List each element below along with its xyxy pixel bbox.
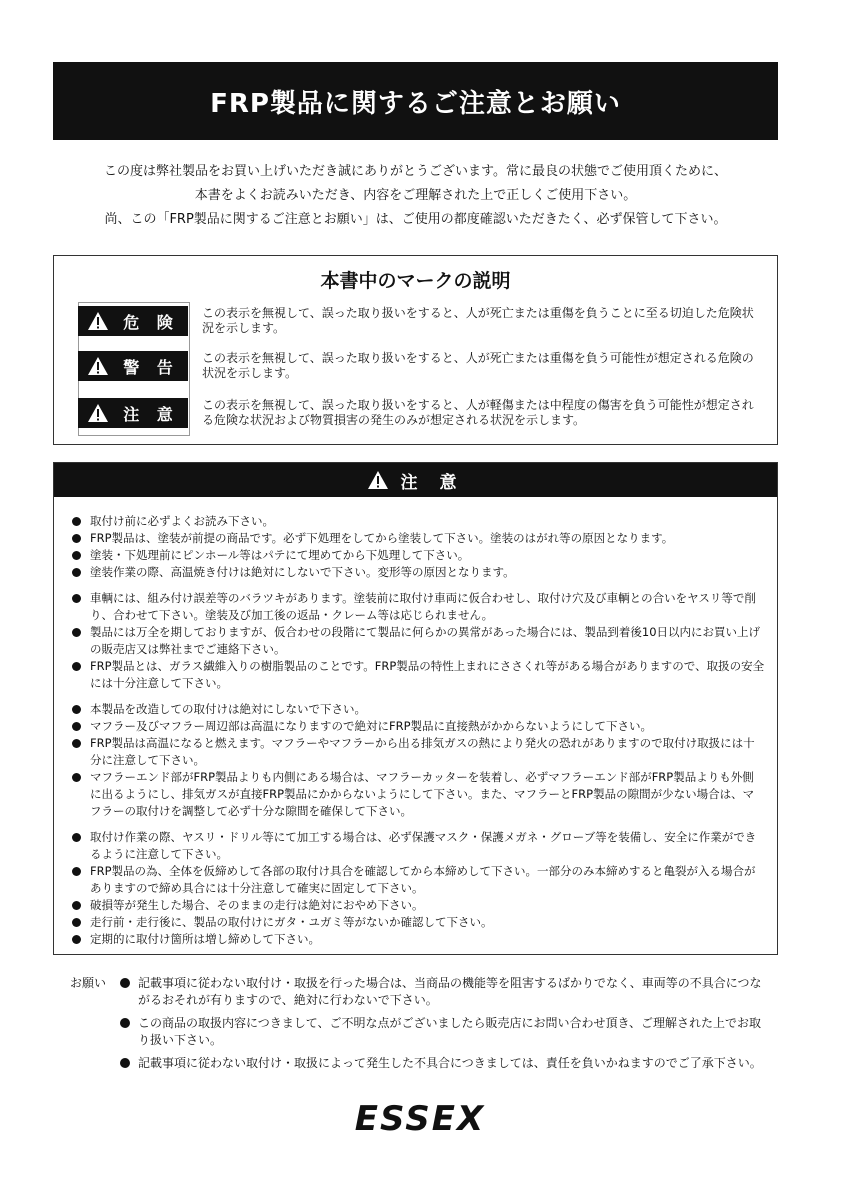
caution-box xyxy=(53,462,778,955)
bullet-icon xyxy=(72,568,81,577)
bullet-icon xyxy=(72,662,81,671)
bullet-icon xyxy=(120,1018,130,1028)
caution-description: この表示を無視して、誤った取り扱いをすると、人が軽傷または中程度の傷害を負う可能性が想定される危険な状況および物質損害の発生のみが想定される状況を示します。 xyxy=(202,398,754,427)
caution-header xyxy=(54,463,777,497)
bullet-icon xyxy=(72,517,81,526)
list-item: 定期的に取付け箇所は増し締めして下さい。 xyxy=(70,931,765,948)
logo-text: ESSEX xyxy=(354,1099,486,1138)
bullet-icon xyxy=(120,978,130,988)
list-item: 走行前・走行後に、製品の取付けにガタ・ユガミ等がないか確認して下さい。 xyxy=(70,914,765,931)
bullet-icon xyxy=(72,935,81,944)
bullet-icon xyxy=(120,1058,130,1068)
bullet-icon xyxy=(72,628,81,637)
list-item: 記載事項に従わない取付け・取扱によって発生した不具合につきましては、責任を負いかねますのでご了承下さい。 xyxy=(118,1055,773,1072)
page-title-text: FRP製品に関するご注意とお願い xyxy=(210,88,621,119)
essex-logo xyxy=(340,1098,500,1138)
caution-badge xyxy=(78,398,188,428)
bullet-icon xyxy=(72,722,81,731)
list-item: 塗装作業の際、高温焼き付けは絶対にしないで下さい。変形等の原因となります。 xyxy=(70,564,765,581)
intro-text xyxy=(53,160,778,232)
list-item: 破損等が発生した場合、そのままの走行は絶対におやめ下さい。 xyxy=(70,897,765,914)
caution-label: 注 意 xyxy=(123,404,179,424)
bullet-icon xyxy=(72,773,81,782)
warning-triangle-icon xyxy=(87,356,109,376)
page-title xyxy=(53,62,778,140)
list-item: 取付け作業の際、ヤスリ・ドリル等にて加工する場合は、必ず保護マスク・保護メガネ・グローブ等を装備し、安全に作業ができるように注意して下さい。 xyxy=(70,829,765,863)
marks-title: 本書中のマークの説明 xyxy=(320,270,511,292)
list-item: 製品には万全を期しておりますが、仮合わせの段階にて製品に何らかの異常があった場合には、製品到着後10日以内にお買い上げの販売店又は弊社までご連絡下さい。 xyxy=(70,624,765,658)
danger-label: 危 険 xyxy=(123,312,179,332)
requests-label: お願い xyxy=(70,976,107,990)
marks-explanation-box xyxy=(53,255,778,445)
list-item: 本製品を改造しての取付けは絶対にしないで下さい。 xyxy=(70,701,765,718)
intro-line: この度は弊社製品をお買い上げいただき誠にありがとうございます。常に最良の状態でご使用頂くために、 xyxy=(104,164,727,179)
list-item: FRP製品は、塗装が前提の商品です。必ず下処理をしてから塗装して下さい。塗装のはがれ等の原因となります。 xyxy=(70,530,765,547)
warning-triangle-icon xyxy=(87,403,109,423)
bullet-icon xyxy=(72,705,81,714)
list-item: 記載事項に従わない取付け・取扱を行った場合は、当商品の機能等を阻害するばかりでなく、車両等の不具合につながるおそれが有りますので、絶対に行わないで下さい。 xyxy=(118,975,773,1009)
warning-triangle-icon xyxy=(367,470,389,490)
danger-badge xyxy=(78,306,188,336)
essex-logo-mark xyxy=(340,1098,500,1138)
danger-description: この表示を無視して、誤った取り扱いをすると、人が死亡または重傷を負うことに至る切迫した危険状況を示します。 xyxy=(202,306,754,335)
list-item: 取付け前に必ずよくお読み下さい。 xyxy=(70,513,765,530)
mark-row-warning xyxy=(78,351,757,381)
mark-row-caution xyxy=(78,398,757,428)
bullet-icon xyxy=(72,918,81,927)
list-item: FRP製品とは、ガラス繊維入りの樹脂製品のことです。FRP製品の特性上まれにささくれ等がある場合がありますので、取扱の安全には十分注意して下さい。 xyxy=(70,658,765,692)
bullet-icon xyxy=(72,551,81,560)
bullet-icon xyxy=(72,594,81,603)
warning-description: この表示を無視して、誤った取り扱いをすると、人が死亡または重傷を負う可能性が想定される危険の状況を示します。 xyxy=(202,351,754,380)
list-item: マフラー及びマフラー周辺部は高温になりますので絶対にFRP製品に直接熱がかからないようにして下さい。 xyxy=(70,718,765,735)
bullet-icon xyxy=(72,534,81,543)
intro-line: 本書をよくお読みいただき、内容をご理解された上で正しくご使用下さい。 xyxy=(194,188,637,203)
list-item: 塗装・下処理前にピンホール等はパテにて埋めてから下処理して下さい。 xyxy=(70,547,765,564)
list-item: この商品の取扱内容につきまして、ご不明な点がございましたら販売店にお問い合わせ頂き、ご理解された上でお取り扱い下さい。 xyxy=(118,1015,773,1049)
mark-row-danger xyxy=(78,306,757,336)
list-item: FRP製品の為、全体を仮締めして各部の取付け具合を確認してから本締めして下さい。一部分のみ本締めすると亀裂が入る場合がありますので締め具合には十分注意して確実に固定して下さい。 xyxy=(70,863,765,897)
caution-header-label: 注 意 xyxy=(400,472,465,493)
caution-list xyxy=(70,513,765,948)
intro-line: 尚、この「FRP製品に関するご注意とお願い」は、ご使用の都度確認いただきたく、必ず保管して下さい。 xyxy=(104,212,727,227)
bullet-icon xyxy=(72,833,81,842)
warning-badge xyxy=(78,351,188,381)
warning-triangle-icon xyxy=(87,311,109,331)
bullet-icon xyxy=(72,901,81,910)
list-item: 車輌には、組み付け誤差等のバラツキがあります。塗装前に取付け車両に仮合わせし、取付け穴及び車輌との合いをヤスリ等で削り、合わせて下さい。塗装及び加工後の返品・クレーム等は応じられません。 xyxy=(70,590,765,624)
bullet-icon xyxy=(72,867,81,876)
list-item: マフラーエンド部がFRP製品よりも内側にある場合は、マフラーカッターを装着し、必ずマフラーエンド部がFRP製品よりも外側に出るようにし、排気ガスが直接FRP製品にかからないようにして下さい。また、マフラーとFRP製品の隙間が少ない場合は、マフラーの取付けを調整して必ず十分な隙間を確保して下さい。 xyxy=(70,769,765,820)
bullet-icon xyxy=(72,739,81,748)
warning-label: 警 告 xyxy=(123,357,179,377)
list-item: FRP製品は高温になると燃えます。マフラーやマフラーから出る排気ガスの熱により発火の恐れがありますので取付け取扱には十分に注意して下さい。 xyxy=(70,735,765,769)
requests-list xyxy=(118,975,773,1078)
